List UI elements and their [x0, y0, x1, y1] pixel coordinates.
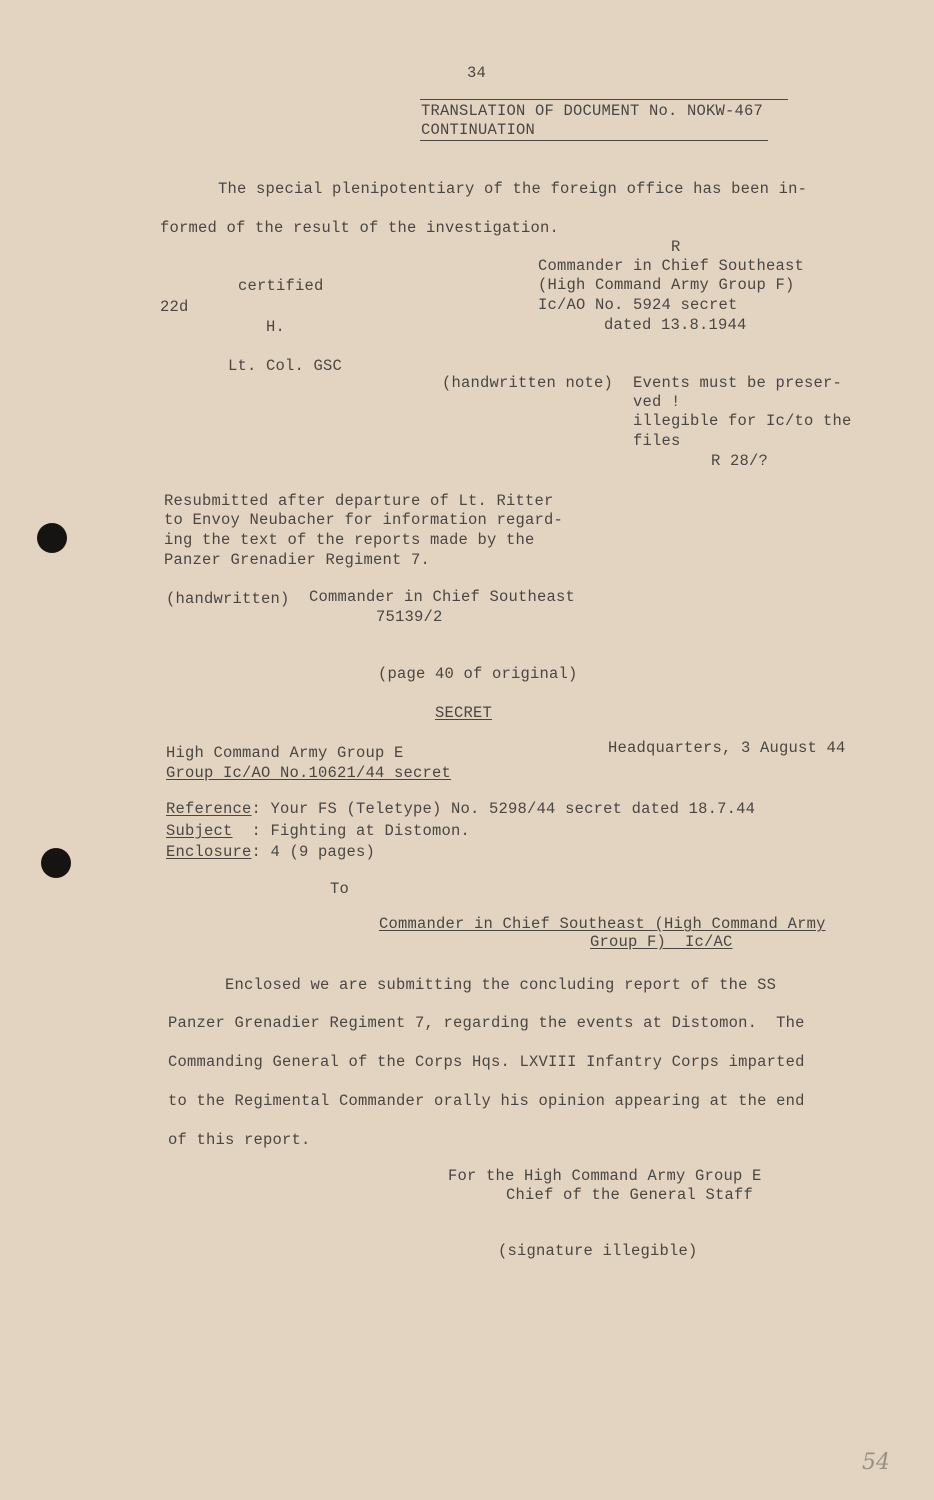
- body-line-3: Commanding General of the Corps Hqs. LXVIII Infantry Corps imparted: [168, 1053, 805, 1071]
- intro-line-1: The special plenipotentiary of the foreign office has been in-: [218, 180, 808, 198]
- enclosure-row: [166, 843, 375, 862]
- certified-label: certified: [238, 277, 324, 295]
- closing-line-1: For the High Command Army Group E: [448, 1167, 762, 1185]
- letter-headquarters: Headquarters, 3 August 44: [608, 739, 846, 757]
- certified-date: 22d: [160, 298, 189, 316]
- enclosure-label: Enclosure: [166, 843, 252, 861]
- handwritten-note-label: (handwritten note): [442, 374, 614, 392]
- reference-row: [166, 800, 755, 819]
- subject-row: [166, 822, 470, 841]
- certified-rank: Lt. Col. GSC: [228, 357, 343, 375]
- handwritten-note-line-3: illegible for Ic/to the: [633, 412, 852, 430]
- punch-hole-top: [37, 523, 67, 553]
- body-line-4: to the Regimental Commander orally his opinion appearing at the end: [168, 1092, 805, 1110]
- closing-line-2: Chief of the General Staff: [506, 1186, 754, 1204]
- resubmitted-line-2: to Envoy Neubacher for information regard-: [164, 511, 564, 529]
- body-line-5: of this report.: [168, 1131, 311, 1149]
- subject-text: : Fighting at Distomon.: [232, 822, 471, 840]
- body-line-2: Panzer Grenadier Regiment 7, regarding the events at Distomon. The: [168, 1014, 805, 1032]
- sender-line-1: Commander in Chief Southeast: [538, 257, 805, 275]
- header-rule-top: [420, 99, 788, 100]
- enclosure-text: : 4 (9 pages): [251, 843, 376, 861]
- handwritten-number: 75139/2: [376, 608, 443, 626]
- sender-line-4: dated 13.8.1944: [604, 316, 747, 334]
- addressee-line-1: Commander in Chief Southeast (High Command Army: [379, 915, 826, 933]
- margin-page-number: 54: [862, 1450, 890, 1475]
- page-number: 34: [467, 64, 487, 82]
- handwritten-note-ref: R 28/?: [711, 452, 769, 470]
- sender-line-2: (High Command Army Group F): [538, 276, 795, 294]
- intro-line-2: formed of the result of the investigation.: [160, 219, 560, 237]
- letter-to: To: [330, 880, 350, 898]
- subject-label: Subject: [166, 822, 233, 840]
- letter-from-line-2: Group Ic/AO No.10621/44 secret: [166, 764, 452, 782]
- resubmitted-line-1: Resubmitted after departure of Lt. Ritter: [164, 492, 554, 510]
- handwritten-label: (handwritten): [166, 590, 290, 608]
- reference-text: : Your FS (Teletype) No. 5298/44 secret dated 18.7.44: [251, 800, 756, 818]
- classification-secret: SECRET: [435, 704, 493, 722]
- punch-hole-bottom: [41, 848, 71, 878]
- document-title: TRANSLATION OF DOCUMENT No. NOKW-467: [421, 102, 764, 120]
- letter-from-line-1: High Command Army Group E: [166, 744, 404, 762]
- body-line-1: Enclosed we are submitting the concluding report of the SS: [225, 976, 777, 994]
- document-continuation: CONTINUATION: [421, 121, 536, 139]
- resubmitted-line-3: ing the text of the reports made by the: [164, 531, 535, 549]
- header-rule-bottom: [420, 140, 768, 141]
- addressee-line-2: Group F) Ic/AC: [590, 933, 733, 951]
- handwritten-note-line-2: ved !: [633, 393, 681, 411]
- sender-line-3: Ic/AO No. 5924 secret: [538, 296, 738, 314]
- sender-initial: R: [671, 238, 681, 256]
- handwritten-note-line-1: Events must be preser-: [633, 374, 843, 392]
- resubmitted-line-4: Panzer Grenadier Regiment 7.: [164, 551, 431, 569]
- handwritten-note-line-4: files: [633, 432, 681, 450]
- signature-note: (signature illegible): [498, 1242, 698, 1260]
- reference-label: Reference: [166, 800, 252, 818]
- page-reference: (page 40 of original): [378, 665, 578, 683]
- handwritten-text: Commander in Chief Southeast: [309, 588, 576, 606]
- certified-initial: H.: [266, 318, 286, 336]
